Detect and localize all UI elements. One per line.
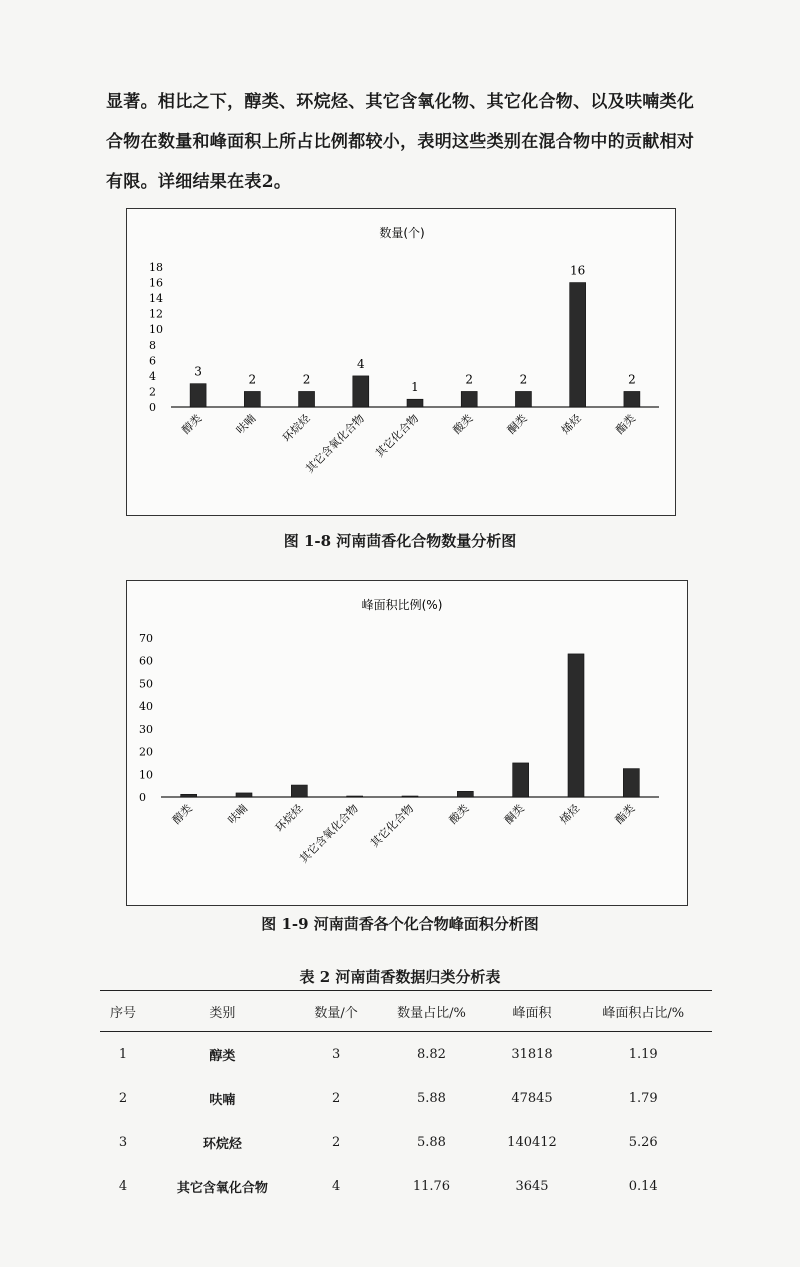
bar (570, 283, 586, 407)
paragraph-line: 合物在数量和峰面积上所占比例都较小，表明这些类别在混合物中的贡献相对 (106, 132, 695, 152)
cell-peak-area-pct: 1.79 (628, 1090, 658, 1106)
category-label: 酯类 (613, 411, 639, 437)
bar (291, 785, 307, 797)
cell-index: 2 (118, 1090, 128, 1106)
table-row (100, 1076, 712, 1120)
y-tick-label: 0 (139, 791, 146, 804)
y-tick-label: 4 (149, 369, 156, 383)
category-label: 其它含氧化合物 (297, 801, 361, 866)
data-label: 2 (302, 372, 311, 387)
category-label: 环烷烃 (280, 411, 313, 445)
y-tick-label: 50 (139, 677, 153, 691)
y-tick-label: 10 (149, 323, 163, 337)
category-label: 酸类 (446, 801, 472, 827)
category-label: 其它化合物 (373, 411, 422, 461)
header-count-pct: 数量占比/% (373, 991, 489, 1032)
peak-area-chart-svg (127, 581, 687, 905)
figure-caption-1-8: 图 1-8 河南茴香化合物数量分析图 (283, 532, 517, 550)
category-label: 醇类 (170, 801, 195, 827)
category-label: 呋喃 (233, 411, 259, 437)
y-tick-label: 70 (139, 632, 153, 645)
y-tick-label: 8 (149, 338, 156, 352)
cell-category: 环烷烃 (202, 1136, 242, 1152)
y-tick-label: 12 (149, 307, 163, 321)
y-tick-label: 10 (139, 768, 153, 782)
chart-title: 峰面积比例(%) (361, 598, 443, 612)
bar (407, 399, 423, 407)
y-tick-label: 60 (139, 654, 153, 668)
cell-peak-area: 140412 (507, 1134, 557, 1150)
cell-peak-area: 31818 (511, 1046, 553, 1062)
data-label: 2 (628, 372, 636, 387)
header-index: 序号 (100, 991, 146, 1032)
figure-caption-1-9: 图 1-9 河南茴香各个化合物峰面积分析图 (261, 915, 539, 933)
category-label: 烯烃 (559, 411, 584, 437)
cell-peak-area-pct: 5.26 (628, 1134, 658, 1150)
data-label: 3 (194, 364, 202, 379)
header-peak-area: 峰面积 (490, 991, 575, 1032)
bar (299, 391, 315, 407)
y-tick-label: 2 (149, 385, 156, 399)
cell-count-pct: 8.82 (417, 1046, 446, 1062)
header-category: 类别 (146, 991, 299, 1032)
cell-index: 4 (118, 1178, 128, 1194)
category-label: 酮类 (504, 411, 530, 437)
cell-count-pct: 11.76 (412, 1178, 451, 1194)
cell-peak-area: 47845 (511, 1090, 553, 1106)
category-label: 酸类 (450, 411, 476, 437)
count-chart (126, 208, 676, 516)
category-label: 酮类 (502, 801, 527, 827)
cell-index: 3 (118, 1134, 128, 1150)
data-label: 16 (570, 263, 586, 278)
category-label: 酯类 (612, 801, 638, 827)
y-tick-label: 40 (139, 700, 153, 714)
cell-count: 2 (331, 1090, 341, 1106)
count-chart-svg (127, 209, 675, 515)
header-count: 数量/个 (299, 991, 374, 1032)
cell-category: 呋喃 (209, 1092, 236, 1108)
cell-peak-area-pct: 1.19 (628, 1046, 658, 1062)
data-label: 1 (411, 380, 419, 395)
table-row (100, 1120, 712, 1164)
peak-area-chart (126, 580, 688, 906)
bar (347, 796, 363, 797)
category-label: 其它化合物 (368, 801, 417, 851)
category-label: 环烷烃 (272, 801, 306, 835)
y-tick-label: 6 (149, 354, 156, 368)
cell-category: 其它含氧化合物 (176, 1180, 268, 1196)
data-label: 4 (356, 356, 365, 371)
y-tick-label: 18 (149, 261, 163, 274)
chart-title: 数量(个) (379, 226, 425, 240)
cell-count: 3 (331, 1046, 341, 1062)
classification-table (100, 990, 712, 1208)
bar (402, 796, 418, 797)
bar (515, 391, 531, 407)
table-row (100, 1164, 712, 1208)
data-label: 2 (248, 372, 257, 387)
category-label: 烯烃 (557, 801, 583, 827)
cell-count: 4 (331, 1178, 341, 1194)
paragraph-line: 显著。相比之下，醇类、环烷烃、其它含氧化物、其它化合物、以及呋喃类化 (106, 92, 695, 112)
cell-category: 醇类 (209, 1048, 236, 1064)
bar (461, 391, 477, 407)
y-tick-label: 30 (139, 722, 153, 736)
cell-index: 1 (118, 1046, 128, 1062)
cell-peak-area-pct: 0.14 (628, 1178, 658, 1194)
data-label: 2 (465, 372, 474, 387)
category-label: 呋喃 (225, 801, 251, 827)
cell-peak-area: 3645 (515, 1178, 549, 1194)
bar (181, 794, 197, 797)
category-label: 其它含氧化合物 (303, 411, 367, 476)
y-tick-label: 20 (139, 745, 153, 759)
bar (457, 791, 473, 797)
cell-count: 2 (331, 1134, 341, 1150)
bar (513, 763, 529, 797)
cell-count-pct: 5.88 (417, 1134, 446, 1150)
y-tick-label: 14 (149, 292, 163, 306)
bar (353, 376, 369, 407)
paragraph-line: 有限。详细结果在表2。 (106, 172, 292, 192)
bar (190, 384, 206, 407)
table-row (100, 1032, 712, 1077)
cell-count-pct: 5.88 (417, 1090, 446, 1106)
bar (624, 391, 640, 407)
y-tick-label: 0 (149, 401, 156, 414)
bar (244, 391, 260, 407)
body-paragraph (106, 82, 706, 202)
category-label: 醇类 (179, 411, 205, 437)
table-caption: 表 2 河南茴香数据归类分析表 (299, 968, 501, 986)
bar (568, 654, 584, 797)
bar (623, 769, 639, 797)
header-peak-area-pct: 峰面积占比/% (574, 991, 712, 1032)
table-header-row (100, 991, 712, 1032)
y-tick-label: 16 (149, 276, 163, 290)
data-label: 2 (519, 372, 528, 387)
bar (236, 793, 252, 797)
